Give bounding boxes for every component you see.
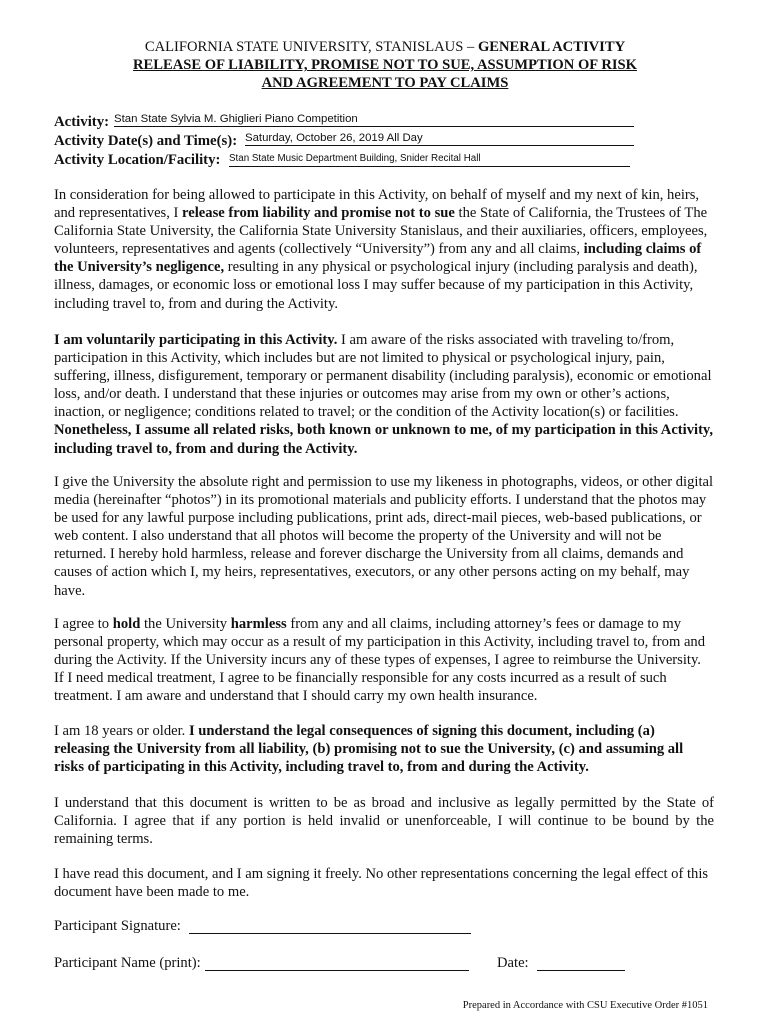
header-line-2: RELEASE OF LIABILITY, PROMISE NOT TO SUE, ASSUMPTION OF RISK <box>132 57 638 73</box>
activity-location-label: Activity Location/Facility: <box>54 152 221 168</box>
participant-name-label: Participant Name (print): <box>54 955 201 971</box>
paragraph-severability: I understand that this document is written to be as broad and inclusive as legally permitted by the State of California. I agree that if any portion is held invalid or unenforceable, I will continue to be bound by the remaining terms. <box>54 795 714 848</box>
activity-label: Activity: <box>54 114 110 130</box>
activity-location-field[interactable]: Stan State Music Department Building, Snider Recital Hall <box>229 152 630 167</box>
activity-dates-label: Activity Date(s) and Time(s): <box>54 133 238 149</box>
participant-signature-label: Participant Signature: <box>54 918 181 934</box>
paragraph-release: In consideration for being allowed to participate in this Activity, on behalf of myself and my next of kin, heirs, and representatives, I release from liability and promise not to sue the State of California, the Trustees of The California State University, the California State University Stanislaus, and their auxiliaries, officers, employees, volunteers, representatives and agents (collectively “University”) from any and all claims, including claims of the University’s negligence, resulting in any physical or psychological injury (including paralysis and death), illness, damages, or economic loss or emotional loss I may suffer because of my participation in this Activity, including travel to, from and during the Activity. <box>54 187 708 312</box>
participant-signature-line[interactable] <box>189 933 471 934</box>
paragraph-acknowledgement: I have read this document, and I am signing it freely. No other representations concerning the legal effect of this document have been made to me. <box>54 866 709 901</box>
activity-field[interactable]: Stan State Sylvia M. Ghiglieri Piano Competition <box>114 112 634 127</box>
date-line[interactable] <box>537 970 625 971</box>
activity-dates-field[interactable]: Saturday, October 26, 2019 All Day <box>245 131 634 146</box>
footer-note: Prepared in Accordance with CSU Executive Order #1051 <box>462 1000 708 1011</box>
paragraph-assumption-of-risk: I am voluntarily participating in this Activity. I am aware of the risks associated with traveling to/from, participation in this Activity, which includes but are not limited to physical or psychological injury, pain, suffering, illness, disfigurement, temporary or permanent disability (including paralysis), economic or emotional loss, and/or death. I understand that these injuries or outcomes may arise from my own or other’s actions, inaction, or negligence; conditions related to travel; or the condition of the Activity location(s) or facilities. Nonetheless, I assume all related risks, both known or unknown to me, of my participation in this Activity, including travel to, from and during the Activity. <box>54 332 714 457</box>
paragraph-hold-harmless: I agree to hold the University harmless from any and all claims, including attorney’s fees or damage to my personal property, which may occur as a result of my participation in this Activity, including travel to, from and during the Activity. If the University incurs any of these types of expenses, I agree to reimburse the University. If I need medical treatment, I agree to be financially responsible for any costs incurred as a result of such treatment. I am aware and understand that I should carry my own health insurance. <box>54 616 706 705</box>
date-label: Date: <box>497 955 529 971</box>
header-line-3: AND AGREEMENT TO PAY CLAIMS <box>261 75 509 91</box>
participant-name-line[interactable] <box>205 970 469 971</box>
paragraph-photo-release: I give the University the absolute right and permission to use my likeness in photographs, videos, or other digital media (hereinafter “photos”) in its promotional materials and publicity efforts. I understand that the photos may be used for any lawful purpose including publications, print ads, direct-mail pieces, web-based publications, or web content. I also understand that all photos will become the property of the University and will not be returned. I hereby hold harmless, release and forever discharge the University from all claims, demands and causes of action which I, my heirs, representatives, executors, or any other persons acting on my behalf, may have. <box>54 474 714 599</box>
header-line-1: CALIFORNIA STATE UNIVERSITY, STANISLAUS – GENERAL ACTIVITY <box>144 39 626 55</box>
paragraph-legal-consequences: I am 18 years or older. I understand the legal consequences of signing this document, including (a) releasing the University from all liability, (b) promising not to sue the University, (c) and assuming all risks of participating in this Activity, including travel to, from and during the Activity. <box>54 723 684 776</box>
